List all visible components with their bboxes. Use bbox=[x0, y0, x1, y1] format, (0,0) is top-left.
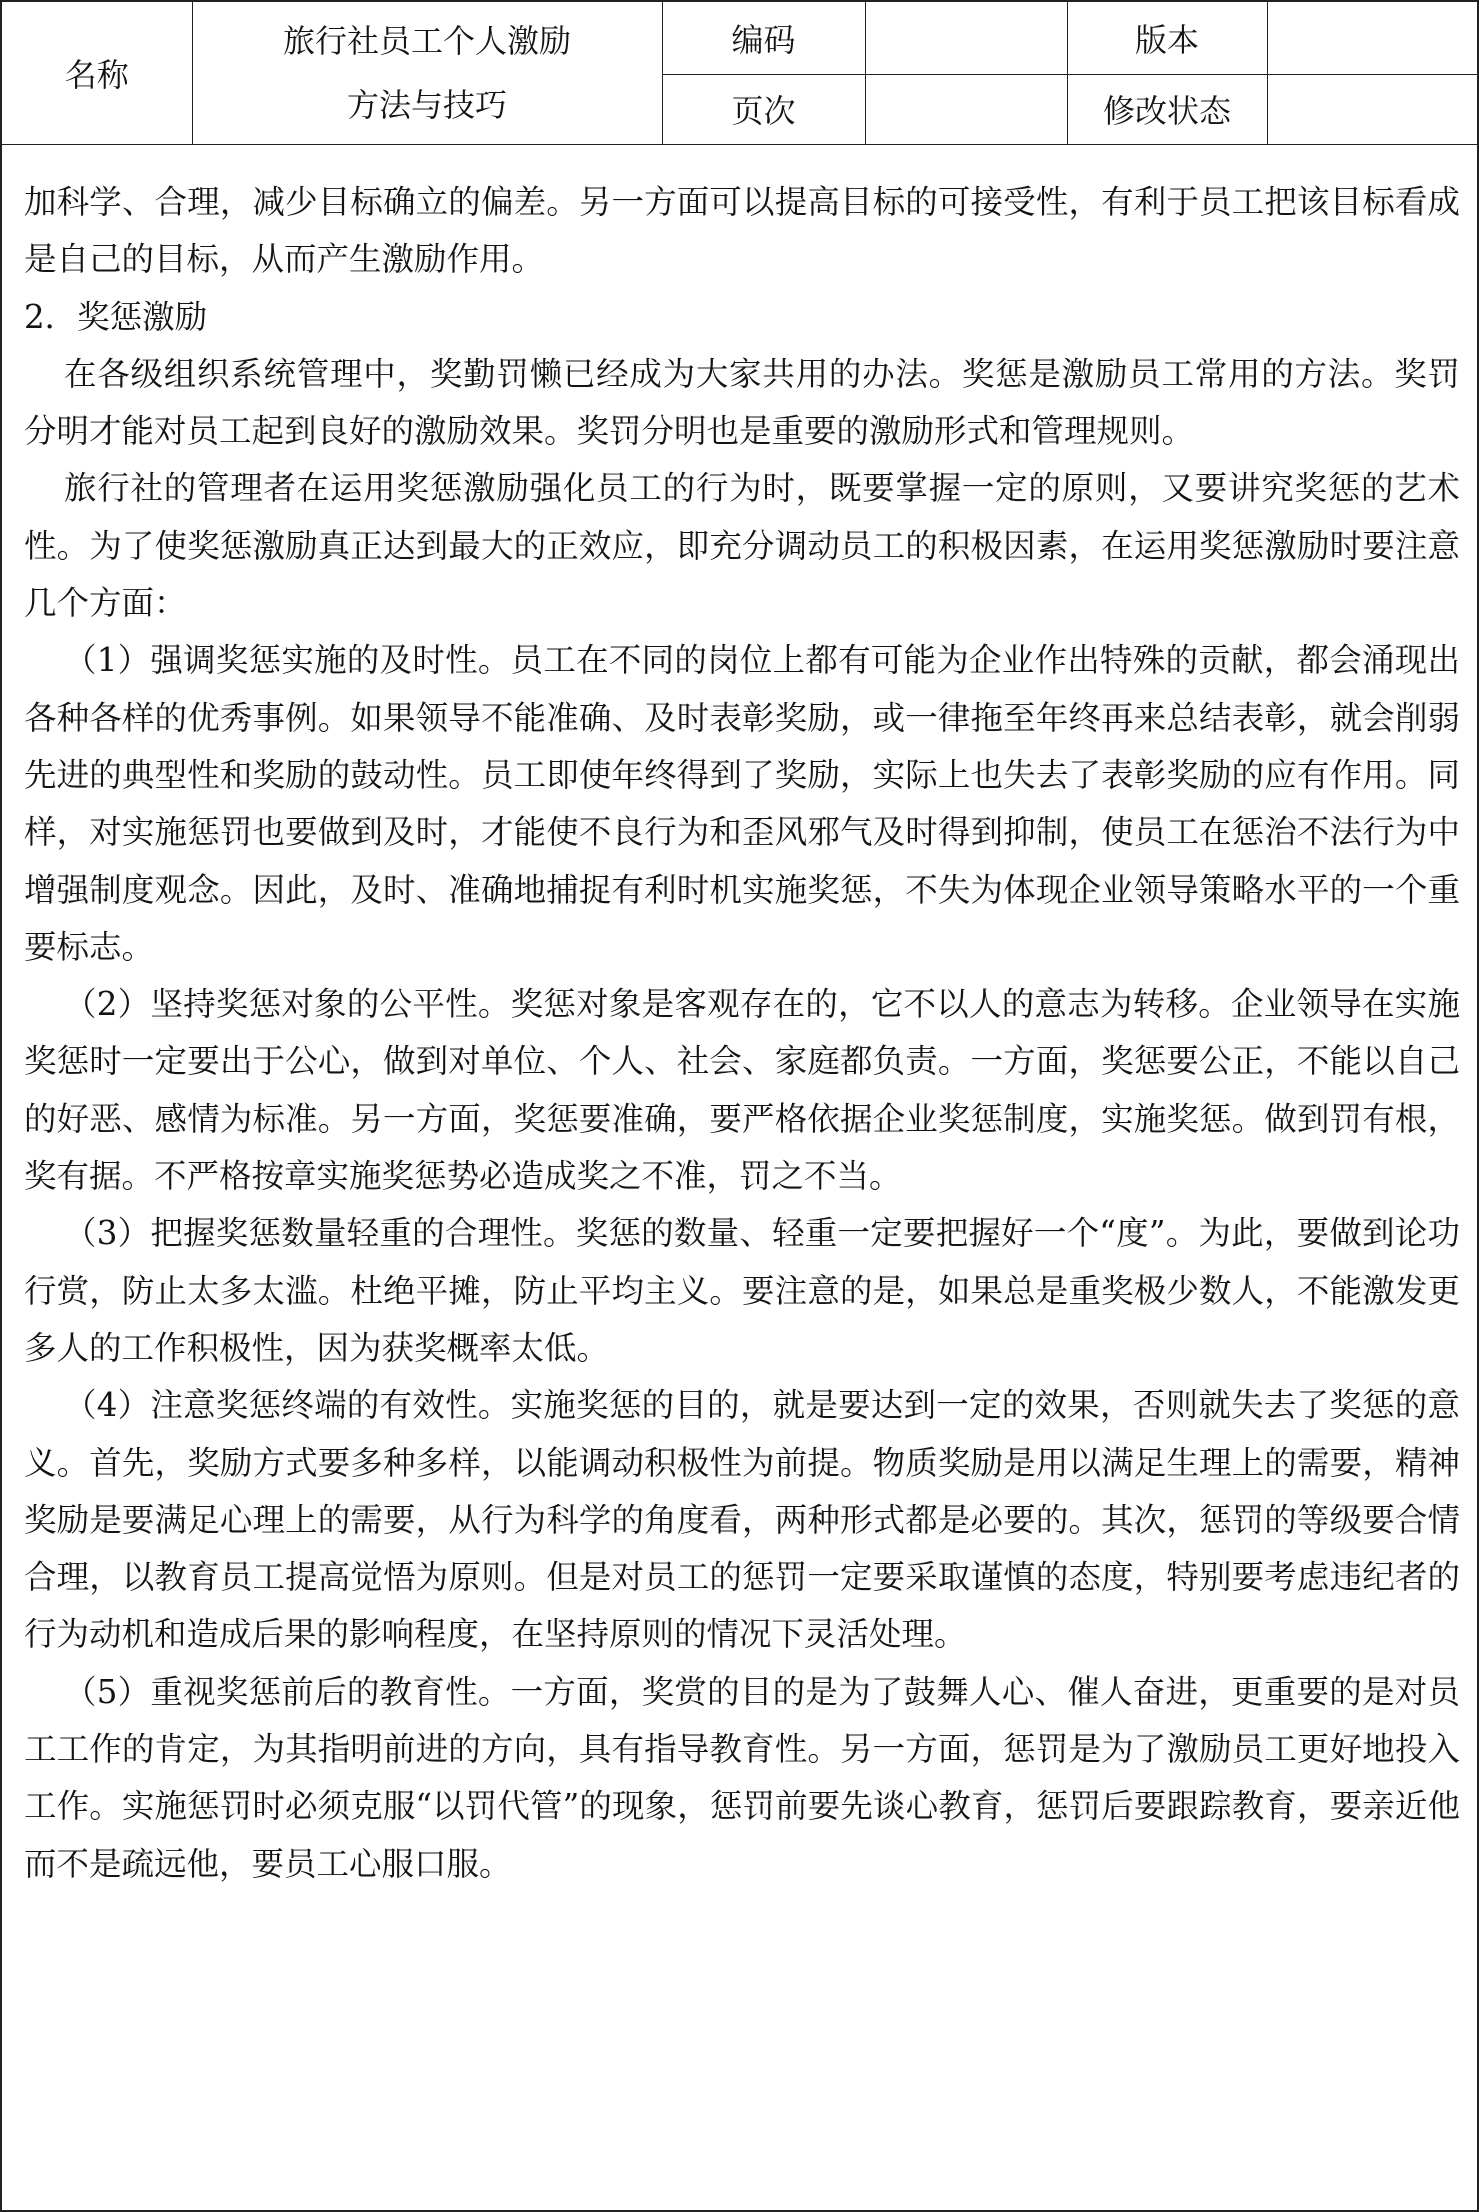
revision-value bbox=[1267, 74, 1477, 144]
document-title-line-1: 旅行社员工个人激励 bbox=[282, 21, 571, 60]
version-label: 版本 bbox=[1067, 2, 1267, 74]
version-value bbox=[1267, 2, 1477, 74]
list-item-paragraph: （5）重视奖惩前后的教育性。一方面，奖赏的目的是为了鼓舞人心、催人奋进，更重要的是对员工工作的肯定，为其指明前进的方向，具有指导教育性。另一方面，惩罚是为了激励员工更好地投入工作。实施惩罚时必须克服“以罚代管”的现象，惩罚前要先谈心教育，惩罚后要跟踪教育，要亲近他而不是疏远他，要员工心服口服。 bbox=[24, 1672, 1460, 1883]
document-title-line-2: 方法与技巧 bbox=[346, 85, 507, 124]
section-heading: 2．奖惩激励 bbox=[24, 297, 208, 336]
list-item-paragraph: （3）把握奖惩数量轻重的合理性。奖惩的数量、轻重一定要把握好一个“度”。为此，要做到论功行赏，防止太多太滥。杜绝平摊，防止平均主义。要注意的是，如果总是重奖极少数人，不能激发更多人的工作积极性，因为获奖概率太低。 bbox=[24, 1214, 1460, 1367]
paragraph: 旅行社的管理者在运用奖惩激励强化员工的行为时，既要掌握一定的原则，又要讲究奖惩的艺术性。为了使奖惩激励真正达到最大的正效应，即充分调动员工的积极因素，在运用奖惩激励时要注意几个方面： bbox=[24, 469, 1460, 623]
document-title bbox=[192, 2, 662, 144]
code-label: 编码 bbox=[662, 2, 865, 74]
code-value bbox=[865, 2, 1067, 74]
paragraph: 在各级组织系统管理中，奖勤罚懒已经成为大家共用的办法。奖惩是激励员工常用的方法。奖罚分明才能对员工起到良好的激励效果。奖罚分明也是重要的激励形式和管理规则。 bbox=[24, 354, 1460, 451]
page-label: 页次 bbox=[662, 74, 865, 144]
list-item-paragraph: （1）强调奖惩实施的及时性。员工在不同的岗位上都有可能为企业作出特殊的贡献，都会涌现出各种各样的优秀事例。如果领导不能准确、及时表彰奖励，或一律拖至年终再来总结表彰，就会削弱先进的典型性和奖励的鼓动性。员工即使年终得到了奖励，实际上也失去了表彰奖励的应有作用。同样，对实施惩罚也要做到及时，才能使不良行为和歪风邪气及时得到抑制，使员工在惩治不法行为中增强制度观念。因此，及时、准确地捕捉有利时机实施奖惩，不失为体现企业领导策略水平的一个重要标志。 bbox=[24, 641, 1460, 966]
revision-label: 修改状态 bbox=[1067, 74, 1267, 144]
name-label: 名称 bbox=[2, 2, 192, 144]
list-item-paragraph: （2）坚持奖惩对象的公平性。奖惩对象是客观存在的，它不以人的意志为转移。企业领导在实施奖惩时一定要出于公心，做到对单位、个人、社会、家庭都负责。一方面，奖惩要公正，不能以自己的好恶、感情为标准。另一方面，奖惩要准确，要严格依据企业奖惩制度，实施奖惩。做到罚有根，奖有据。不严格按章实施奖惩势必造成奖之不准，罚之不当。 bbox=[24, 985, 1460, 1196]
document-body bbox=[24, 174, 1460, 1893]
paragraph-continuation: 加科学、合理，减少目标确立的偏差。另一方面可以提高目标的可接受性，有利于员工把该目标看成是自己的目标，从而产生激励作用。 bbox=[24, 183, 1460, 279]
page-value bbox=[865, 74, 1067, 144]
document-header-table bbox=[2, 2, 1477, 145]
list-item-paragraph: （4）注意奖惩终端的有效性。实施奖惩的目的，就是要达到一定的效果，否则就失去了奖惩的意义。首先，奖励方式要多种多样，以能调动积极性为前提。物质奖励是用以满足生理上的需要，精神奖励是要满足心理上的需要，从行为科学的角度看，两种形式都是必要的。其次，惩罚的等级要合情合理，以教育员工提高觉悟为原则。但是对员工的惩罚一定要采取谨慎的态度，特别要考虑违纪者的行为动机和造成后果的影响程度，在坚持原则的情况下灵活处理。 bbox=[24, 1386, 1460, 1654]
